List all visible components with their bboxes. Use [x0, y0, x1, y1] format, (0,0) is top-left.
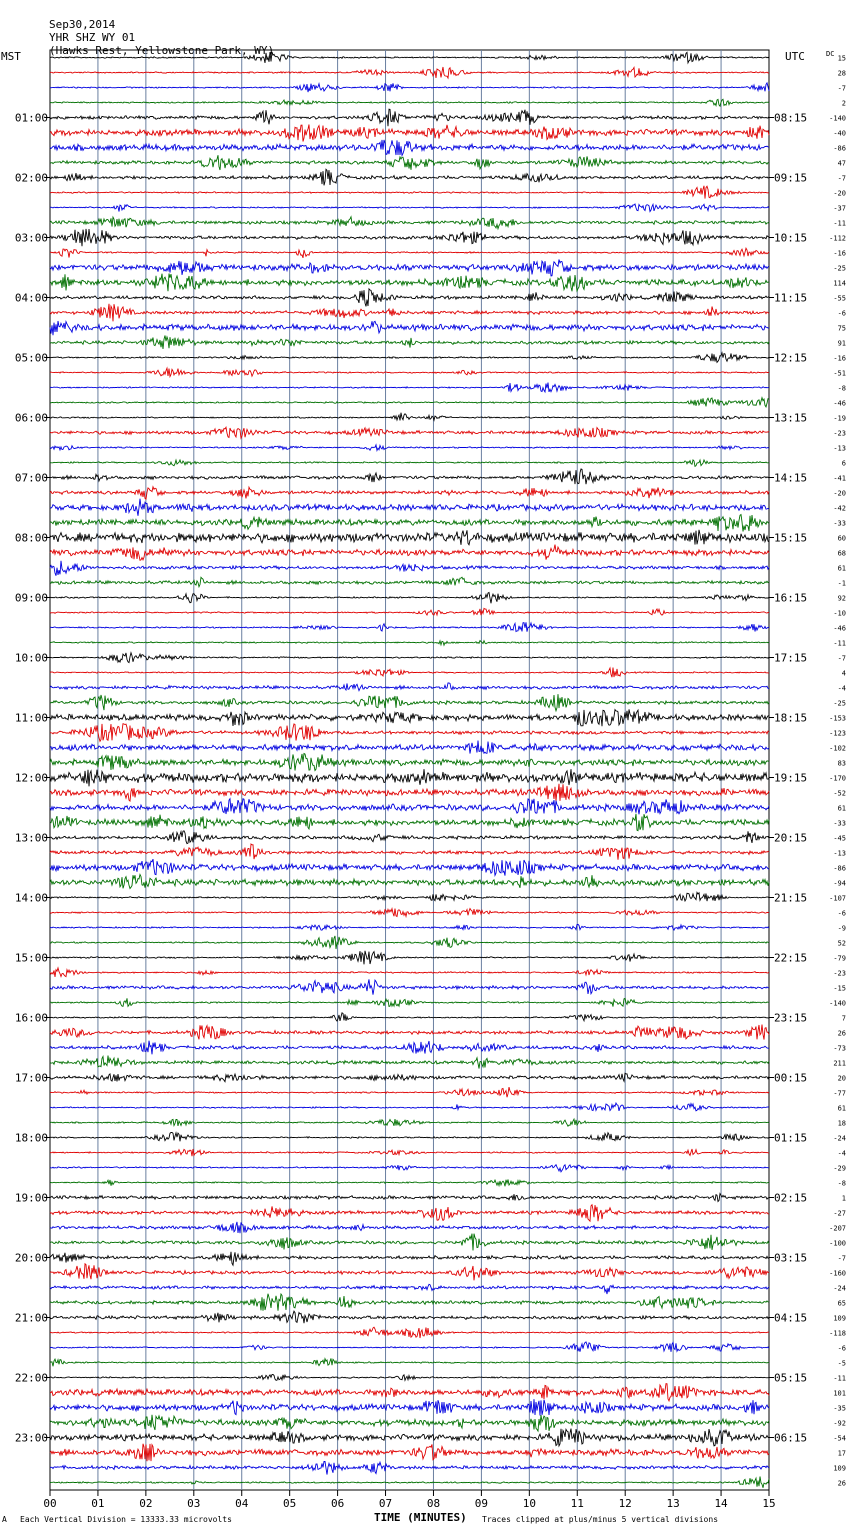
mst-hour-label: 10:00	[14, 651, 48, 665]
dc-offset-label: -15	[833, 984, 846, 993]
mst-hour-label: 15:00	[14, 951, 48, 965]
mst-hour-label: 08:00	[14, 531, 48, 545]
utc-hour-label: 04:15	[774, 1311, 808, 1325]
mst-hour-label: 12:00	[14, 771, 48, 785]
seismic-trace	[50, 622, 769, 631]
x-tick-label: 15	[762, 1497, 776, 1510]
dc-offset-label: -153	[829, 714, 846, 723]
scale-note: Each Vertical Division = 13333.33 microvolts	[20, 1515, 232, 1524]
x-tick-label: 10	[522, 1497, 536, 1510]
seismic-trace	[50, 499, 769, 516]
seismic-trace	[50, 784, 769, 801]
dc-offset-label: -24	[833, 1134, 846, 1143]
dc-offset-label: -4	[837, 1149, 846, 1158]
seismic-trace	[50, 1462, 769, 1475]
dc-offset-label: 114	[833, 279, 846, 288]
seismic-trace	[50, 683, 769, 691]
seismic-trace	[50, 1194, 769, 1202]
seismic-trace	[50, 1358, 769, 1366]
seismic-trace	[50, 445, 769, 451]
mst-hour-label: 17:00	[14, 1071, 48, 1085]
seismic-trace	[50, 1222, 769, 1233]
dc-offset-label: -6	[837, 309, 846, 318]
dc-offset-label: -35	[833, 1404, 846, 1413]
mst-hour-label: 18:00	[14, 1131, 48, 1145]
seismic-trace	[50, 52, 769, 63]
seismic-trace	[50, 1103, 769, 1111]
dc-offset-label: -8	[837, 1179, 846, 1188]
x-tick-label: 07	[378, 1497, 393, 1510]
utc-hour-label: 15:15	[774, 531, 808, 545]
dc-offset-label: -54	[833, 1434, 846, 1443]
seismic-trace	[50, 1013, 769, 1021]
dc-offset-label: -55	[833, 294, 846, 303]
mst-hour-label: 21:00	[14, 1311, 48, 1325]
dc-offset-label: 28	[837, 69, 846, 78]
mst-hour-label: 20:00	[14, 1251, 48, 1265]
dc-offset-label: -37	[833, 204, 846, 213]
dc-offset-label: -6	[837, 909, 846, 918]
utc-hour-label: 01:15	[774, 1131, 808, 1145]
dc-offset-label: -24	[833, 1284, 846, 1293]
dc-offset-label: 109	[833, 1314, 846, 1323]
seismic-trace	[50, 155, 769, 170]
mst-axis-label: MST	[1, 50, 21, 63]
seismic-trace	[50, 593, 769, 604]
seismic-trace	[50, 125, 769, 142]
seismic-trace	[50, 1073, 769, 1081]
dc-offset-label: 61	[837, 1104, 846, 1113]
seismic-trace	[50, 1234, 769, 1251]
utc-hour-label: 18:15	[774, 711, 808, 725]
mst-hour-label: 22:00	[14, 1371, 48, 1385]
dc-offset-label: -9	[837, 924, 846, 933]
xaxis-title: TIME (MINUTES)	[374, 1511, 467, 1524]
dc-offset-label: -1	[837, 579, 846, 588]
mst-hour-label: 04:00	[14, 291, 48, 305]
dc-offset-label: 1	[841, 1194, 846, 1203]
seismic-trace	[50, 260, 769, 276]
seismic-trace	[50, 460, 769, 467]
x-tick-label: 13	[666, 1497, 680, 1510]
seismic-trace	[50, 109, 769, 126]
mst-hour-label: 02:00	[14, 171, 48, 185]
mst-hour-label: 11:00	[14, 711, 48, 725]
utc-hour-label: 20:15	[774, 831, 808, 845]
dc-offset-label: -33	[833, 519, 846, 528]
dc-offset-label: 18	[837, 1119, 846, 1128]
seismic-trace	[50, 1056, 769, 1069]
dc-offset-label: 211	[833, 1059, 846, 1068]
seismic-trace	[50, 186, 769, 199]
seismic-trace	[50, 1311, 769, 1323]
dc-offset-label: -7	[837, 84, 846, 93]
mst-hour-label: 03:00	[14, 231, 48, 245]
utc-hour-label: 02:15	[774, 1191, 808, 1205]
x-tick-label: 09	[474, 1497, 489, 1510]
header-station: YHR SHZ WY 01	[49, 31, 136, 44]
utc-hour-label: 05:15	[774, 1371, 808, 1385]
dc-offset-label: -140	[829, 999, 846, 1008]
dc-offset-label: -5	[837, 1359, 846, 1368]
seismic-trace	[50, 741, 769, 754]
seismic-trace	[50, 909, 769, 917]
utc-hour-label: 03:15	[774, 1251, 808, 1265]
seismic-trace	[50, 1165, 769, 1172]
dc-offset-label: -46	[833, 624, 846, 633]
utc-hour-label: 16:15	[774, 591, 808, 605]
x-tick-label: 05	[283, 1497, 297, 1510]
x-tick-label: 01	[91, 1497, 105, 1510]
dc-offset-label: -23	[833, 969, 846, 978]
seismic-trace	[50, 892, 769, 901]
utc-hour-label: 13:15	[774, 411, 808, 425]
seismic-trace	[50, 304, 769, 322]
dc-offset-label: 52	[837, 939, 846, 948]
dc-offset-label: -27	[833, 1209, 846, 1218]
seismic-trace	[50, 427, 769, 438]
dc-offset-label: 15	[837, 54, 846, 63]
mst-hour-label: 13:00	[14, 831, 48, 845]
clip-note: Traces clipped at plus/minus 5 vertical divisions	[482, 1515, 719, 1524]
mst-hour-label: 14:00	[14, 891, 48, 905]
dc-offset-label: 68	[837, 549, 846, 558]
dc-offset-label: -42	[833, 504, 846, 513]
dc-offset-label: 6	[841, 459, 846, 468]
seismic-trace	[50, 398, 769, 407]
seismic-trace	[50, 1264, 769, 1281]
dc-offset-label: -11	[833, 639, 846, 648]
dc-offset-label: -118	[829, 1329, 846, 1338]
seismic-trace	[50, 724, 769, 742]
dc-offset-label: -33	[833, 819, 846, 828]
x-tick-label: 03	[187, 1497, 201, 1510]
dc-offset-label: -23	[833, 429, 846, 438]
seismic-trace	[50, 924, 769, 930]
seismic-trace	[50, 1149, 769, 1156]
utc-hour-label: 14:15	[774, 471, 808, 485]
seismic-trace	[50, 1119, 769, 1126]
seismic-trace	[50, 321, 769, 335]
dc-offset-label: -77	[833, 1089, 846, 1098]
utc-hour-label: 21:15	[774, 891, 808, 905]
dc-offset-label: -170	[829, 774, 846, 783]
dc-offset-label: -73	[833, 1044, 846, 1053]
seismic-trace	[50, 383, 769, 392]
x-tick-label: 04	[235, 1497, 249, 1510]
dc-offset-label: 7	[841, 1014, 846, 1023]
dc-offset-label: 91	[837, 339, 846, 348]
seismic-trace	[50, 99, 769, 106]
dc-offset-label: 17	[837, 1449, 846, 1458]
dc-offset-label: 92	[837, 594, 846, 603]
dc-offset-label: -160	[829, 1269, 846, 1278]
seismic-trace	[50, 336, 769, 350]
seismic-trace	[50, 1087, 769, 1097]
dc-offset-label: -102	[829, 744, 846, 753]
utc-hour-label: 23:15	[774, 1011, 808, 1025]
seismic-trace	[50, 469, 769, 484]
seismic-trace	[50, 1477, 769, 1488]
seismic-trace	[50, 1205, 769, 1222]
dc-offset-label: -25	[833, 264, 846, 273]
seismic-trace	[50, 875, 769, 889]
seismic-trace	[50, 1041, 769, 1055]
seismic-trace	[50, 577, 769, 587]
dc-offset-label: -123	[829, 729, 846, 738]
dc-offset-label: -112	[829, 234, 846, 243]
mst-hour-label: 01:00	[14, 111, 48, 125]
dc-offset-label: -10	[833, 609, 846, 618]
dc-offset-label: -79	[833, 954, 846, 963]
seismic-trace	[50, 1180, 769, 1187]
dc-offset-label: -20	[833, 189, 846, 198]
seismic-trace	[50, 487, 769, 499]
dc-offset-label: 109	[833, 1464, 846, 1473]
dc-offset-label: 75	[837, 324, 846, 333]
seismic-trace	[50, 769, 769, 786]
seismic-trace	[50, 530, 769, 545]
seismic-trace	[50, 1399, 769, 1415]
dc-offset-label: -8	[837, 384, 846, 393]
mst-hour-label: 07:00	[14, 471, 48, 485]
dc-offset-label: -45	[833, 834, 846, 843]
seismic-trace	[50, 368, 769, 376]
dc-offset-label: 2	[841, 99, 846, 108]
header-location: (Hawks Rest, Yellowstone Park, WY)	[49, 44, 275, 57]
seismic-trace	[50, 83, 769, 92]
dc-offset-label: -11	[833, 1374, 846, 1383]
mst-hour-label: 16:00	[14, 1011, 48, 1025]
seismic-trace	[50, 831, 769, 844]
seismic-trace	[50, 754, 769, 771]
mst-hour-label: 23:00	[14, 1431, 48, 1445]
dc-offset-label: -29	[833, 1164, 846, 1173]
mst-hour-label: 06:00	[14, 411, 48, 425]
seismic-trace	[50, 169, 769, 185]
dc-offset-label: -86	[833, 144, 846, 153]
seismic-trace	[50, 1025, 769, 1040]
dc-offset-label: 61	[837, 564, 846, 573]
utc-hour-label: 17:15	[774, 651, 808, 665]
seismic-trace	[50, 1252, 769, 1265]
seismic-trace	[50, 668, 769, 678]
utc-hour-label: 00:15	[774, 1071, 808, 1085]
dc-offset-label: 83	[837, 759, 846, 768]
seismic-trace	[50, 229, 769, 246]
dc-offset-label: -7	[837, 1254, 846, 1263]
dc-offset-label: 47	[837, 159, 846, 168]
utc-hour-label: 08:15	[774, 111, 808, 125]
seismic-trace	[50, 67, 769, 78]
x-tick-label: 14	[714, 1497, 728, 1510]
x-tick-label: 00	[43, 1497, 57, 1510]
x-tick-label: 06	[330, 1497, 345, 1510]
utc-hour-label: 22:15	[774, 951, 808, 965]
dc-offset-label: -100	[829, 1239, 846, 1248]
seismic-trace	[50, 1384, 769, 1401]
dc-offset-label: 61	[837, 804, 846, 813]
seismic-trace	[50, 608, 769, 615]
dc-offset-label: -4	[837, 684, 846, 693]
seismic-trace	[50, 545, 769, 561]
seismic-trace	[50, 140, 769, 156]
dc-offset-label: -92	[833, 1419, 846, 1428]
dc-offset-label: 4	[841, 669, 846, 678]
seismic-trace	[50, 979, 769, 994]
seismic-trace	[50, 799, 769, 815]
seismic-trace	[50, 694, 769, 711]
dc-offset-label: -6	[837, 1344, 846, 1353]
seismic-trace	[50, 1444, 769, 1461]
seismic-trace	[50, 951, 769, 965]
utc-hour-label: 10:15	[774, 231, 808, 245]
dc-offset-label: -40	[833, 129, 846, 138]
seismic-trace	[50, 289, 769, 307]
mst-hour-label: 05:00	[14, 351, 48, 365]
seismic-trace	[50, 561, 769, 576]
dc-offset-label: -107	[829, 894, 846, 903]
x-tick-label: 08	[426, 1497, 441, 1510]
seismic-trace	[50, 653, 769, 663]
dc-offset-label: 65	[837, 1299, 846, 1308]
dc-offset-label: 60	[837, 534, 846, 543]
seismic-trace	[50, 515, 769, 532]
dc-offset-label: -51	[833, 369, 846, 378]
dc-offset-label: -41	[833, 474, 846, 483]
dc-offset-label: -13	[833, 849, 846, 858]
seismic-trace	[50, 204, 769, 212]
seismic-trace	[50, 968, 769, 977]
dc-offset-label: -94	[833, 879, 846, 888]
seismic-trace	[50, 1342, 769, 1352]
utc-hour-label: 06:15	[774, 1431, 808, 1445]
seismic-trace	[50, 248, 769, 258]
seismic-trace	[50, 998, 769, 1006]
seismic-trace	[50, 1327, 769, 1338]
dc-offset-label: 101	[833, 1389, 846, 1398]
dc-offset-label: 20	[837, 1074, 846, 1083]
seismic-trace	[50, 641, 769, 646]
seismic-trace	[50, 1375, 769, 1381]
dc-offset-label: -140	[829, 114, 846, 123]
seismic-trace	[50, 217, 769, 229]
seismic-trace	[50, 1284, 769, 1294]
seismic-trace	[50, 1429, 769, 1446]
utc-hour-label: 19:15	[774, 771, 808, 785]
header-date: Sep30,2014	[49, 18, 116, 31]
utc-hour-label: 12:15	[774, 351, 808, 365]
mst-hour-label: 09:00	[14, 591, 48, 605]
seismic-trace	[50, 859, 769, 876]
footer-mark: A	[2, 1515, 7, 1524]
x-tick-label: 12	[618, 1497, 632, 1510]
dc-offset-label: 26	[837, 1479, 846, 1488]
seismic-trace	[50, 814, 769, 831]
dc-offset-label: -13	[833, 444, 846, 453]
utc-hour-label: 09:15	[774, 171, 808, 185]
dc-offset-label: -52	[833, 789, 846, 798]
dc-offset-label: -7	[837, 654, 846, 663]
seismic-trace	[50, 353, 769, 363]
dc-offset-label: 26	[837, 1029, 846, 1038]
x-tick-label: 02	[139, 1497, 153, 1510]
seismic-trace	[50, 274, 769, 292]
dc-offset-label: -11	[833, 219, 846, 228]
dc-offset-label: -19	[833, 414, 846, 423]
seismic-trace	[50, 844, 769, 860]
dc-offset-label: -20	[833, 489, 846, 498]
seismic-trace	[50, 413, 769, 421]
seismic-trace	[50, 1415, 769, 1431]
dc-offset-label: -7	[837, 174, 846, 183]
seismic-trace	[50, 709, 769, 726]
dc-offset-label: -46	[833, 399, 846, 408]
utc-axis-label: UTC	[785, 50, 805, 63]
dc-offset-label: -25	[833, 699, 846, 708]
mst-hour-label: 19:00	[14, 1191, 48, 1205]
dc-offset-label: -16	[833, 249, 846, 258]
dc-offset-label: -207	[829, 1224, 846, 1233]
seismic-trace	[50, 1133, 769, 1142]
dc-offset-label: -16	[833, 354, 846, 363]
dc-offset-label: -86	[833, 864, 846, 873]
dc-column-label: DC	[826, 50, 835, 58]
seismic-trace	[50, 936, 769, 949]
x-tick-label: 11	[570, 1497, 584, 1510]
utc-hour-label: 11:15	[774, 291, 808, 305]
seismic-trace	[50, 1294, 769, 1311]
